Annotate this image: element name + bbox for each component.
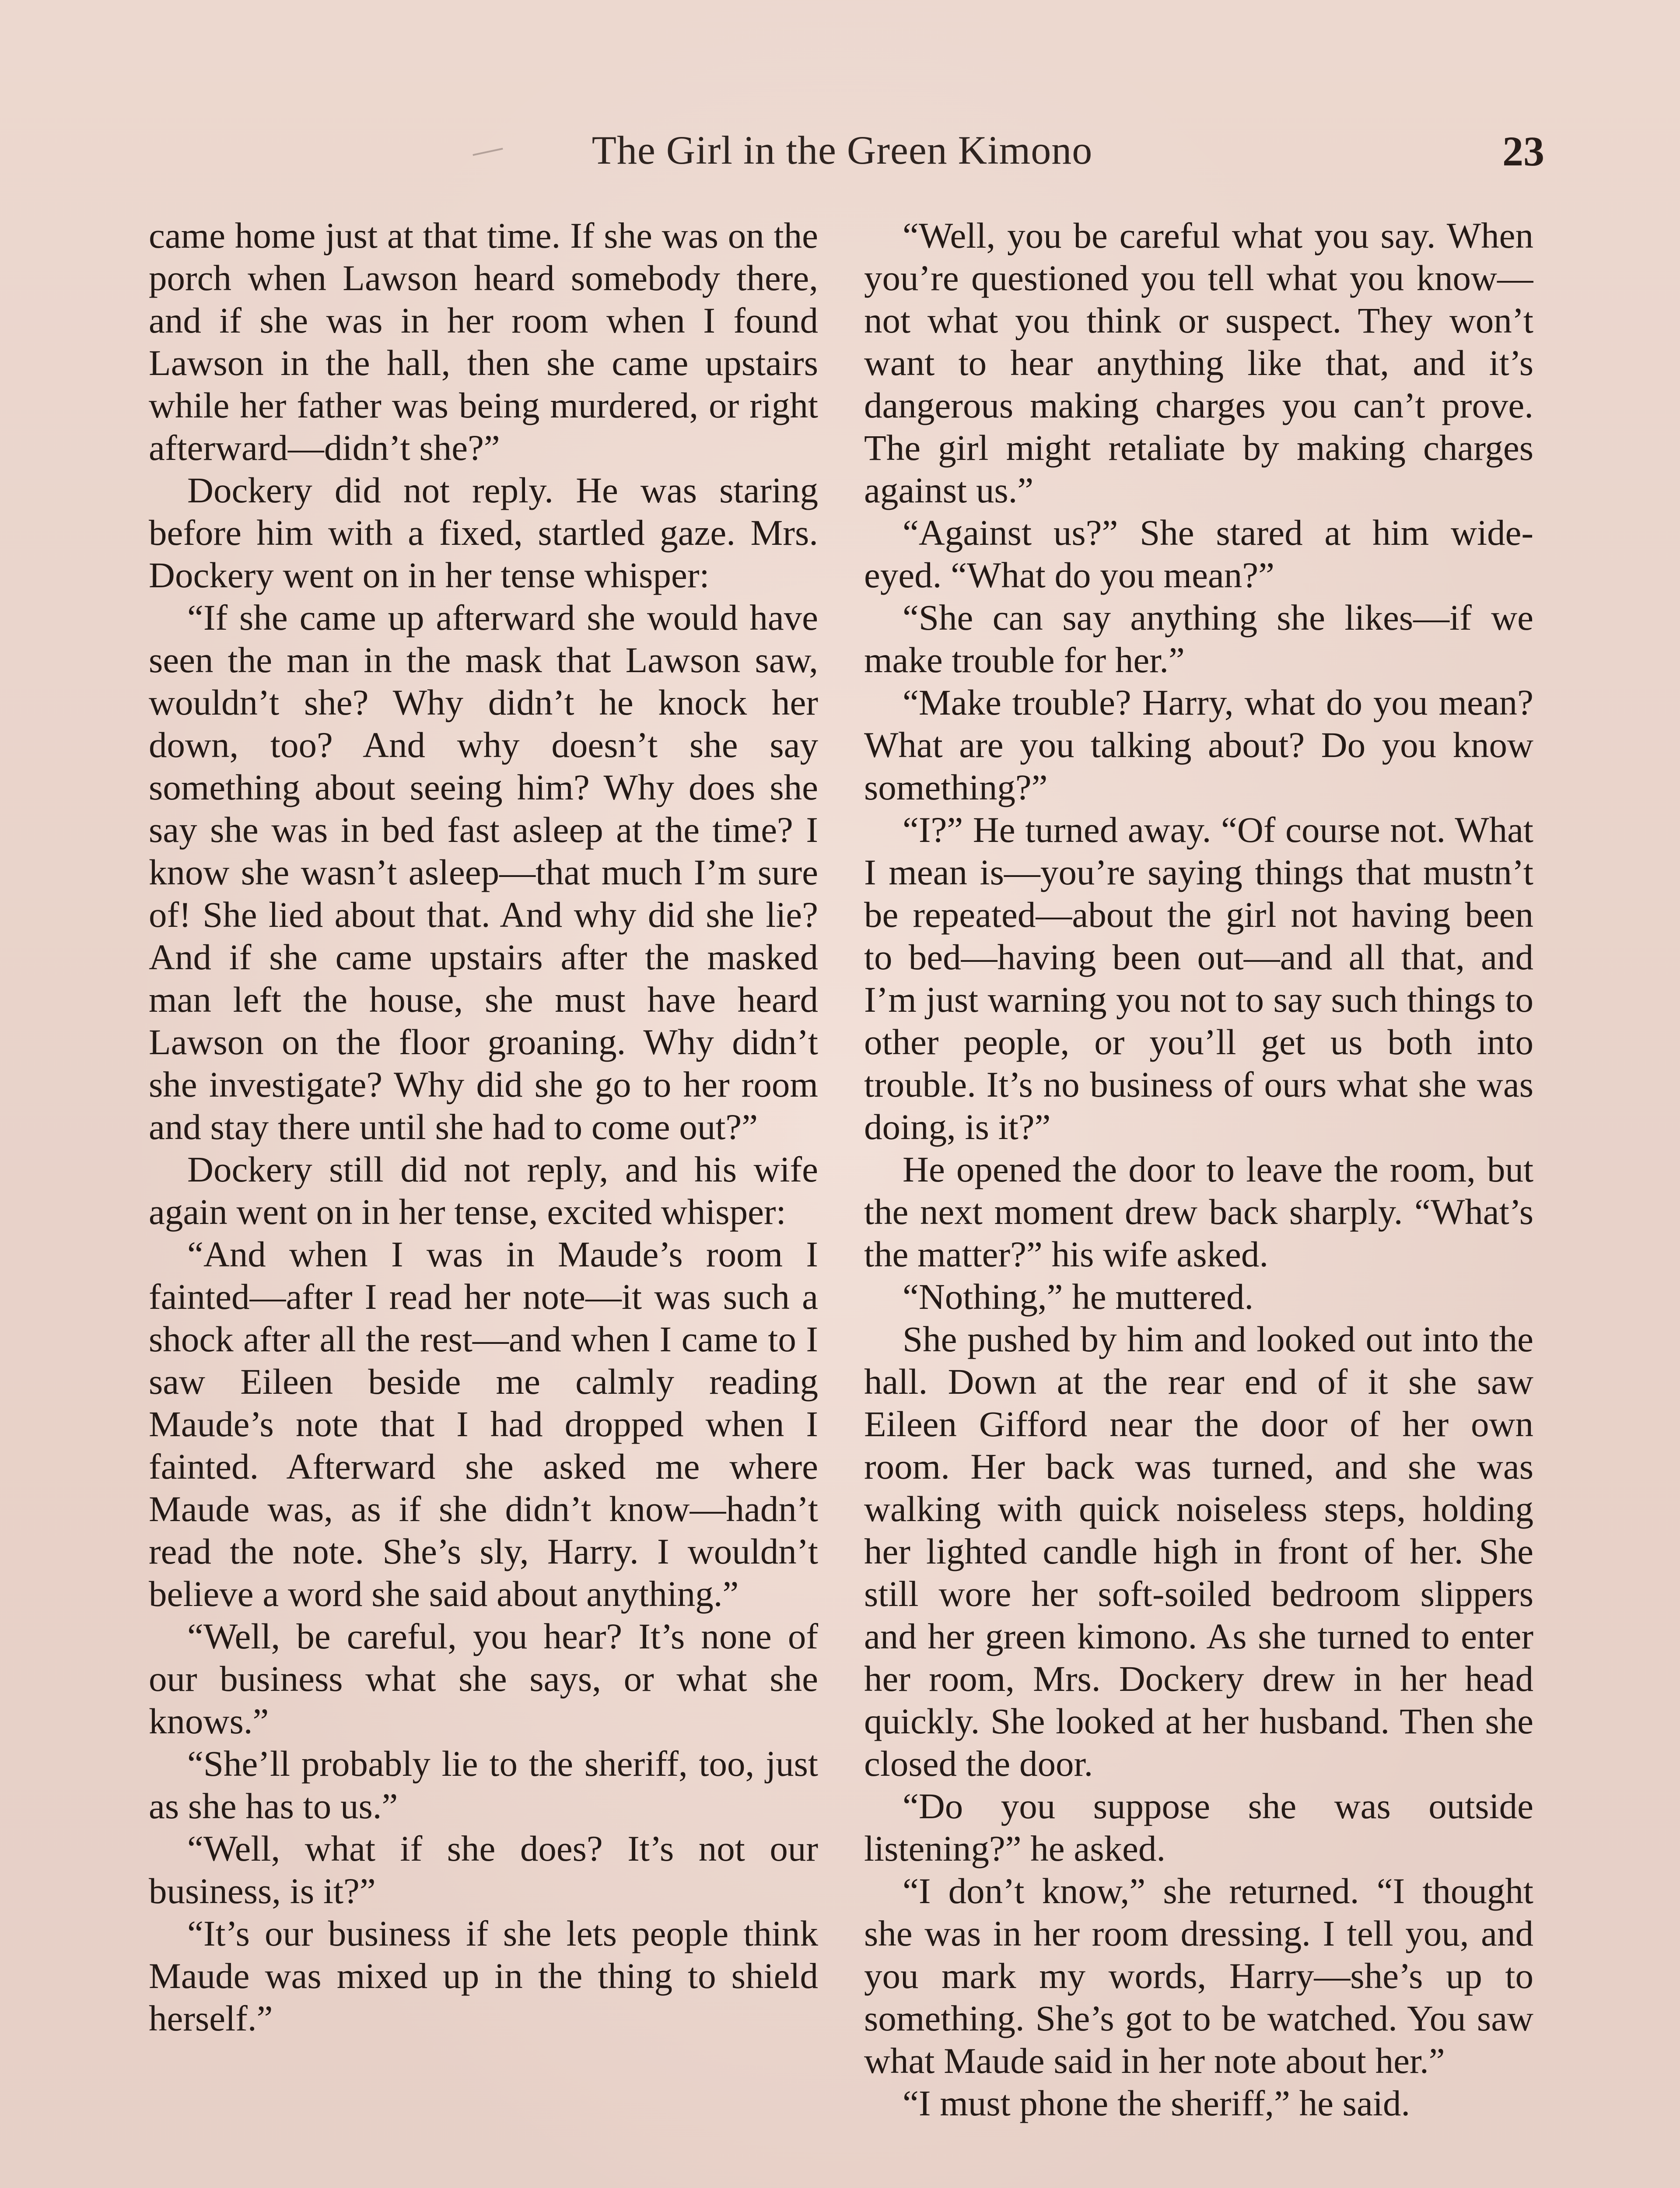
paragraph: “I?” He turned away. “Of course not. What I mean is—you’re saying things that mustn’t be repeated—about the girl not having been to bed—having been out—and all that, and I’m just warning you not to say such things to other people, or you’ll get us both into trouble. It’s no business of ours what she was doing, is it?”: [864, 810, 1533, 1147]
paragraph: “She’ll probably lie to the sheriff, too, just as she has to us.”: [149, 1743, 818, 1826]
paragraph: “Well, what if she does? It’s not our business, is it?”: [149, 1828, 818, 1911]
paragraph: “Well, you be careful what you say. When you’re questioned you tell what you know—not what you think or suspect. They won’t want to hear anything like that, and it’s dangerous making charges you can’t prove. The girl might retaliate by making charges against us.”: [864, 215, 1533, 510]
paragraph: “Nothing,” he muttered.: [903, 1276, 1254, 1317]
running-title: The Girl in the Green Kimono: [592, 128, 1093, 172]
right-text-column: [864, 214, 1533, 2188]
left-text-column: [149, 214, 818, 2188]
paragraph: She pushed by him and looked out into the hall. Down at the rear end of it she saw Eileen Gifford near the door of her own room. Her back was turned, and she was walking with quick noiseless steps, holding her lighted candle high in front of her. She still wore her soft-soiled bedroom slippers and her green kimono. As she turned to enter her room, Mrs. Dockery drew in her head quickly. She looked at her husband. Then she closed the door.: [864, 1319, 1533, 1784]
page-header: [144, 127, 1544, 193]
paragraph: “Against us?” She stared at him wide-eyed. “What do you mean?”: [864, 512, 1533, 595]
paragraph: “Well, be careful, you hear? It’s none of our business what she says, or what she knows.”: [149, 1616, 818, 1741]
paragraph: “It’s our business if she lets people think Maude was mixed up in the thing to shield herself.”: [149, 1913, 818, 2038]
paragraph: “Make trouble? Harry, what do you mean? What are you talking about? Do you know something?”: [864, 682, 1533, 807]
paragraph: “If she came up afterward she would have seen the man in the mask that Lawson saw, wouldn’t she? Why didn’t he knock her down, too? And why doesn’t she say something about seeing him? Why does she say she was in bed fast asleep at the time? I know she wasn’t asleep—that much I’m sure of! She lied about that. And why did she lie? And if she came upstairs after the masked man left the house, she must have heard Lawson on the floor groaning. Why didn’t she investigate? Why did she go to her room and stay there until she had to come out?”: [149, 597, 818, 1147]
paragraph: “I don’t know,” she returned. “I thought she was in her room dressing. I tell you, and you mark my words, Harry—she’s up to something. She’s got to be watched. You saw what Maude said in her note about her.”: [864, 1871, 1533, 2081]
paragraph: “I must phone the sheriff,” he said.: [903, 2083, 1410, 2123]
page-number: 23: [1502, 128, 1544, 175]
paragraph: He opened the door to leave the room, but the next moment drew back sharply. “What’s the matter?” his wife asked.: [864, 1149, 1533, 1274]
paragraph: “She can say anything she likes—if we make trouble for her.”: [864, 597, 1533, 680]
paragraph: “Do you suppose she was outside listening?” he asked.: [864, 1786, 1533, 1869]
paragraph: came home just at that time. If she was on the porch when Lawson heard somebody there, and if she was in her room when I found Lawson in the hall, then she came upstairs while her father was being murdered, or right afterward—didn’t she?”: [149, 215, 818, 468]
paragraph: “And when I was in Maude’s room I fainted—after I read her note—it was such a shock after all the rest—and when I came to I saw Eileen beside me calmly reading Maude’s note that I had dropped when I fainted. Afterward she asked me where Maude was, as if she didn’t know—hadn’t read the note. She’s sly, Harry. I wouldn’t believe a word she said about anything.”: [149, 1234, 818, 1614]
paragraph: Dockery still did not reply, and his wife again went on in her tense, excited whisper:: [149, 1149, 818, 1232]
paragraph: Dockery did not reply. He was staring before him with a fixed, startled gaze. Mrs. Dockery went on in her tense whisper:: [149, 470, 818, 595]
